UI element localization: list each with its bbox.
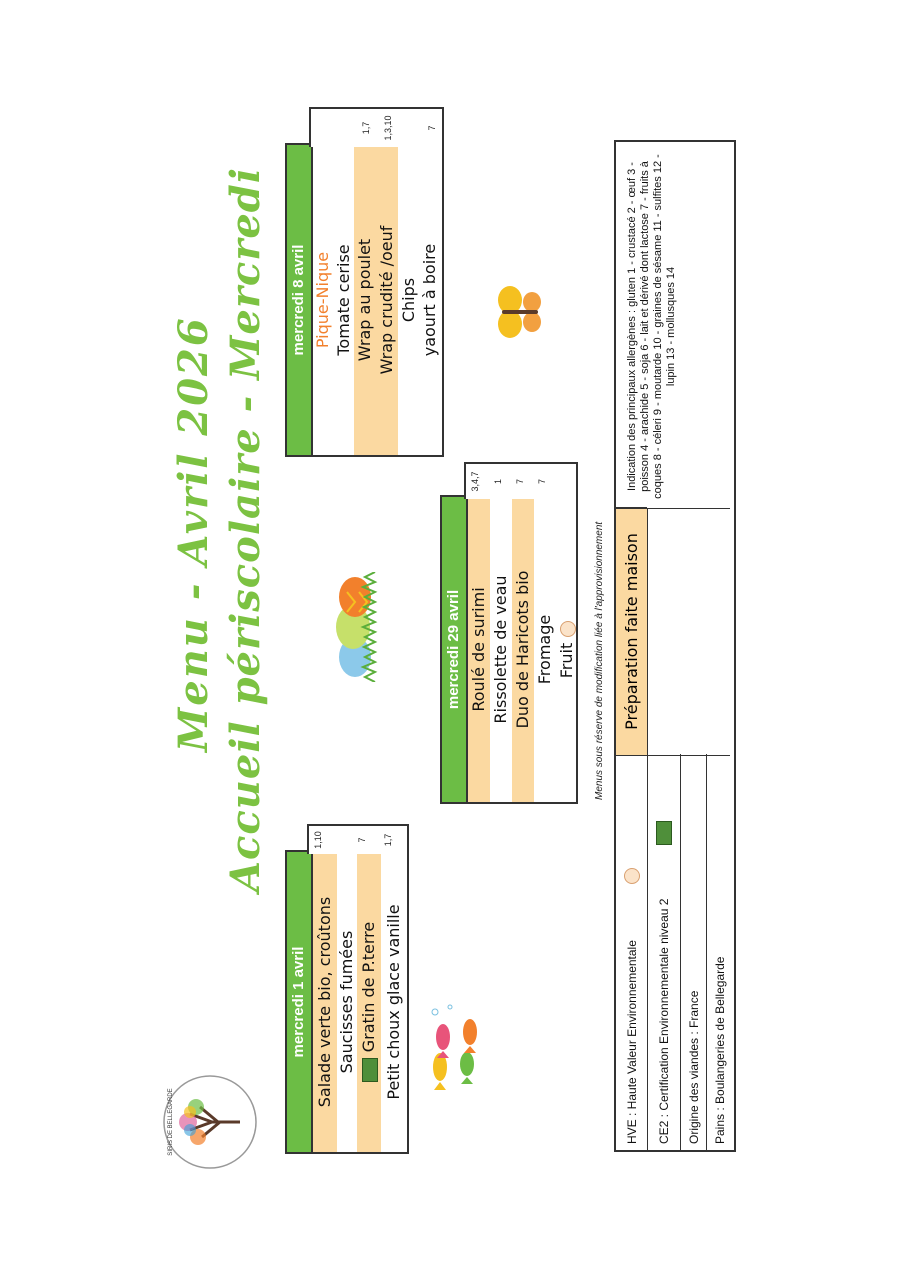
menu-item: Pique-Nique [313, 251, 332, 349]
legend-row-hve: HVE : Haute Valeur Environnementale [616, 754, 648, 1150]
menu-item: yaourt à boire [420, 243, 439, 357]
butterfly-decoration [490, 282, 550, 342]
menu-item: Roulé de surimi [468, 497, 490, 802]
menu-item: Chips [399, 277, 418, 323]
menu-item: Fruit [556, 497, 578, 802]
allergen-code: 1,7 [383, 833, 393, 847]
hve-icon [624, 868, 640, 884]
siris-logo [160, 1072, 260, 1172]
legend-row-ce2: CE2 : Certification Environnementale niveau 2 [648, 754, 681, 1150]
allergen-code: 7 [427, 125, 437, 131]
allergen-code: 7 [515, 479, 525, 485]
menu-title: Menu - Avril 2026 [170, 316, 217, 752]
menu-day-header: mercredi 8 avril [287, 145, 313, 455]
menu-card-1-avril [285, 850, 409, 1154]
menu-item: Petit choux glace vanille [384, 904, 403, 1100]
menu-item: Wrap au poulet [354, 145, 376, 455]
logo-org-name: SIRIS DE BELLEGARDE [168, 1088, 174, 1156]
menu-day-header: mercredi 29 avril [442, 497, 468, 802]
allergen-code: 1,3,10 [383, 115, 393, 141]
menu-item: Gratin de P.terre [357, 852, 381, 1152]
menu-card-8-avril [285, 143, 444, 457]
hve-icon [560, 621, 576, 637]
ce2-icon [656, 821, 672, 845]
menu-item: Tomate cerise [334, 244, 353, 356]
menu-day-header: mercredi 1 avril [287, 852, 313, 1152]
supply-note: Menus sous réserve de modification liée à l'approvisionnement [594, 521, 605, 800]
menu-item: Saucisses fumées [337, 930, 356, 1074]
easter-eggs-decoration [325, 572, 385, 682]
legend-row-bread: Pains : Boulangeries de Bellegarde [713, 956, 727, 1144]
allergen-codes-8-avril [309, 107, 444, 147]
allergen-code: 1 [493, 479, 503, 485]
menu-item: Duo de Haricots bio [512, 497, 534, 802]
fish-decoration [425, 1002, 490, 1092]
legend-row-origin: Origine des viandes : France [681, 754, 707, 1150]
menu-item: Fromage [535, 614, 554, 685]
allergen-code: 3,4,7 [470, 471, 480, 492]
allergen-code: 7 [537, 479, 547, 485]
menu-item: Rissolette de veau [491, 575, 510, 724]
preparation-label: Préparation faite maison [616, 507, 647, 756]
ce2-icon [362, 1058, 378, 1082]
allergen-codes-1-avril [307, 824, 409, 854]
allergen-code: 1,7 [361, 121, 371, 135]
menu-subtitle: Accueil périscolaire - Mercredi [222, 167, 269, 892]
allergen-code: 7 [357, 837, 367, 843]
menu-item: Wrap crudité /oeuf [376, 145, 398, 455]
menu-item: Salade verte bio, croûtons [313, 852, 337, 1152]
allergen-code: 1,10 [313, 831, 323, 849]
allergen-legend: Indication des principaux allergènes : gluten 1 - crustacé 2 - œuf 3 - poisson 4 - arachide 5 - soja 6 - lait et dérivé dont lactose 7 - fruits à coques 8 - céleri 9 - moutarde 10 - graines de sésame 11 - sulfites 12 - lupin 13 - mollusques 14 [616, 145, 730, 509]
menu-card-29-avril [440, 495, 578, 804]
allergen-codes-29-avril [464, 462, 578, 499]
